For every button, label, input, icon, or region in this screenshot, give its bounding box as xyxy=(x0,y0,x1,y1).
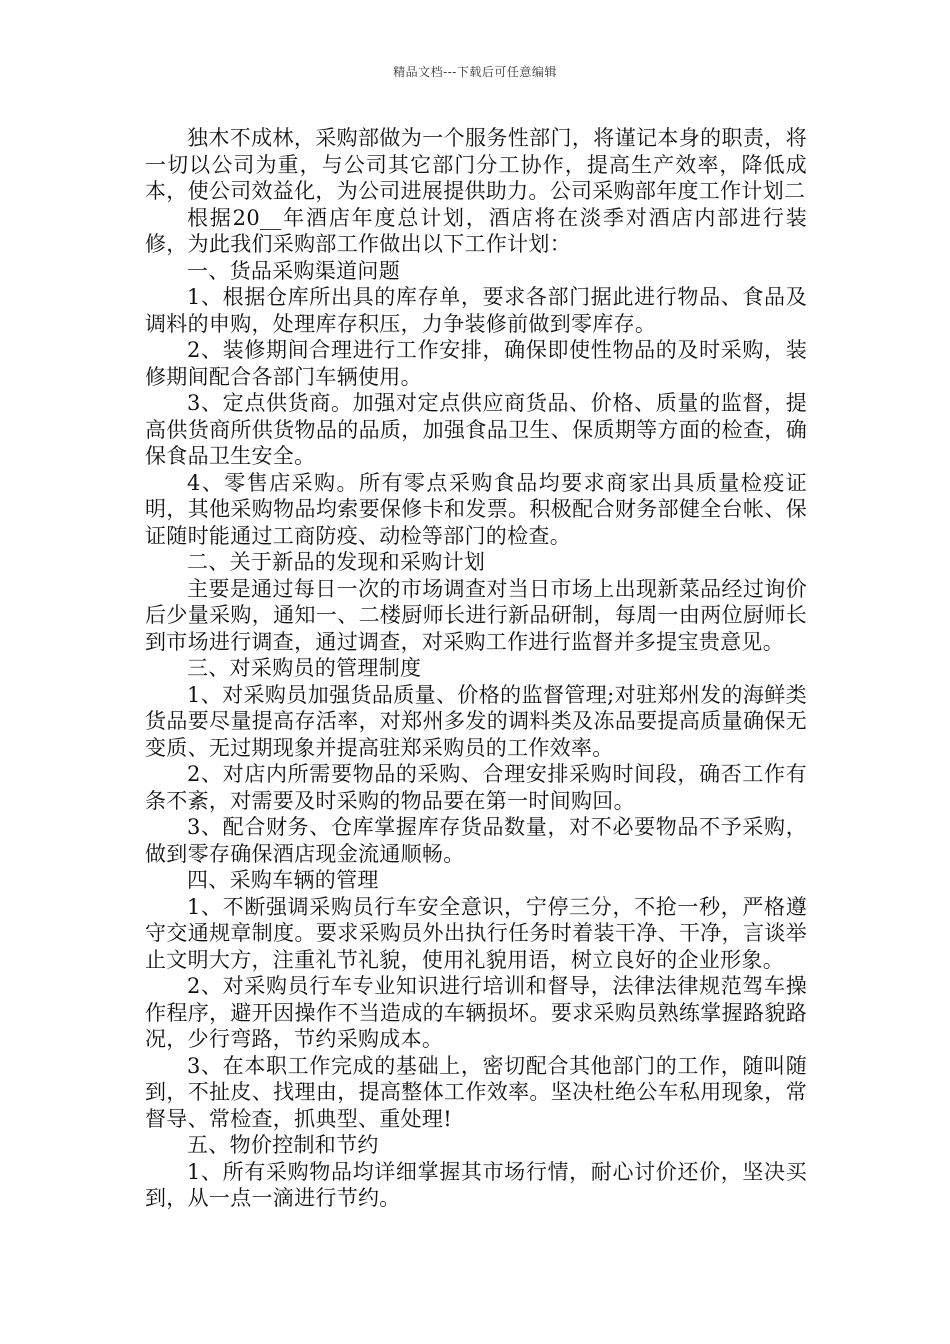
page-header: 精品文档---下载后可任意编辑 xyxy=(393,65,557,79)
paragraph-1-1: 1、根据仓库所出具的库存单，要求各部门据此进行物品、食品及调料的申购，处理库存积压，力争装修前做到零库存。 xyxy=(145,285,807,336)
document-body xyxy=(145,125,807,1212)
paragraph-5-1: 1、所有采购物品均详细掌握其市场行情，耐心讨价还价，坚决买到，从一点一滴进行节约。 xyxy=(145,1159,807,1210)
paragraph-plan-basis: 根据20__年酒店年度总计划，酒店将在淡季对酒店内部进行装修，为此我们采购部工作做出以下工作计划： xyxy=(145,205,807,256)
paragraph-1-2: 2、装修期间合理进行工作安排，确保即使性物品的及时采购，装修期间配合各部门车辆使用。 xyxy=(145,338,807,389)
section-heading-4: 四、采购车辆的管理 xyxy=(187,868,379,892)
paragraph-3-2: 2、对店内所需要物品的采购、合理安排采购时间段，确否工作有条不紊，对需要及时采购的物品要在第一时间购回。 xyxy=(145,762,807,813)
paragraph-3-3: 3、配合财务、仓库掌握库存货品数量，对不必要物品不予采购，做到零存确保酒店现金流通顺畅。 xyxy=(145,815,807,866)
section-heading-2: 二、关于新品的发现和采购计划 xyxy=(187,550,486,574)
paragraph-4-3: 3、在本职工作完成的基础上，密切配合其他部门的工作，随叫随到，不扯皮、找理由，提高整体工作效率。坚决杜绝公车私用现象，常督导、常检查，抓典型、重处理! xyxy=(145,1053,807,1131)
paragraph-3-1: 1、对采购员加强货品质量、价格的监督管理;对驻郑州发的海鲜类货品要尽量提高存活率，对郑州多发的调料类及冻品要提高质量确保无变质、无过期现象并提高驻郑采购员的工作效率。 xyxy=(145,682,807,760)
section-heading-1: 一、货品采购渠道问题 xyxy=(187,258,400,283)
paragraph-4-2: 2、对采购员行车专业知识进行培训和督导，法律法律规范驾车操作程序，避开因操作不当造成的车辆损坏。要求采购员熟练掌握路貌路况，少行弯路，节约采购成本。 xyxy=(145,974,807,1051)
paragraph-intro: 独木不成林，采购部做为一个服务性部门，将谨记本身的职责，将一切以公司为重，与公司其它部门分工协作，提高生产效率，降低成本，使公司效益化，为公司进展提供助力。公司采购部年度工作计划二 xyxy=(145,126,807,203)
paragraph-1-4: 4、零售店采购。所有零点采购食品均要求商家出具质量检疫证明，其他采购物品均索要保修卡和发票。积极配合财务部健全台帐、保证随时能通过工商防疫、动检等部门的检查。 xyxy=(145,470,807,548)
paragraph-4-1: 1、不断强调采购员行车安全意识，宁停三分，不抢一秒，严格遵守交通规章制度。要求采购员外出执行任务时着装干净、干净，言谈举止文明大方，注重礼节礼貌，使用礼貌用语，树立良好的企业形象。 xyxy=(145,894,807,972)
paragraph-1-3: 3、定点供货商。加强对定点供应商货品、价格、质量的监督，提高供货商所供货物品的品质，加强食品卫生、保质期等方面的检查，确保食品卫生安全。 xyxy=(145,391,807,468)
section-heading-3: 三、对采购员的管理制度 xyxy=(187,656,422,680)
section-heading-5: 五、物价控制和节约 xyxy=(187,1133,379,1157)
paragraph-2-1: 主要是通过每日一次的市场调查对当日市场上出现新菜品经过询价后少量采购，通知一、二楼厨师长进行新品研制，每周一由两位厨师长到市场进行调查，通过调查，对采购工作进行监督并多提宝贵意见。 xyxy=(145,576,807,654)
